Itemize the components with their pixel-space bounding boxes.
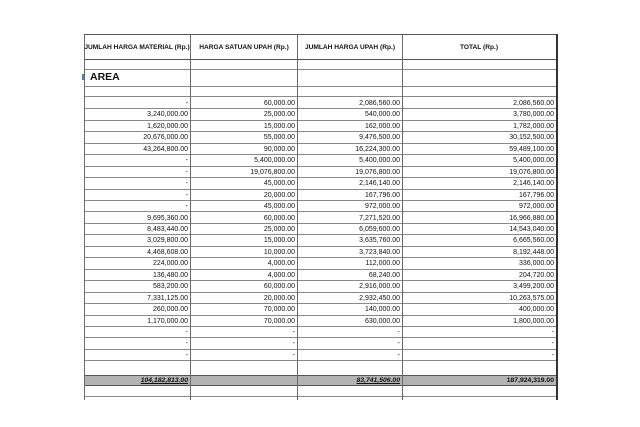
table-row [84,178,556,189]
cell-total: 2,146,140.00 [513,180,554,188]
cell-upah-satuan: 60,000.00 [263,100,295,107]
total-upah: 83,741,506.00 [356,377,400,384]
cell-total: 3,780,000.00 [513,111,554,119]
cell-upah-jumlah: - [397,340,400,348]
cell-total: 10,263,575.00 [509,294,554,302]
cell-upah-satuan: 60,000.00 [263,214,295,222]
cell-upah-jumlah: - [397,329,400,336]
cell-total: 400,000.00 [518,306,554,314]
cell-upah-jumlah: - [397,351,400,359]
cell-total: 14,543,040.00 [509,225,554,233]
cell-material: - [185,340,188,348]
cell-upah-jumlah: 3,723,840.00 [359,248,400,256]
table-row [84,258,556,269]
cell-material: 583,200.00 [152,283,188,291]
table-row [84,235,556,246]
cell-upah-satuan: - [292,340,295,348]
total-material: 104,182,813.00 [140,377,188,384]
table-row [84,121,556,132]
spacer-row [84,385,556,397]
cell-material: - [185,180,188,188]
cell-upah-satuan: 15,000.00 [263,237,295,245]
cell-material: - [185,168,188,176]
cell-material: 7,331,125.00 [147,294,188,302]
cell-total: 5,400,000.00 [513,157,554,165]
cell-material: - [185,157,188,165]
cell-upah-jumlah: 19,076,800.00 [355,168,400,176]
header-upah-jumlah: JUMLAH HARGA UPAH (Rp.) [304,43,396,51]
cell-total: 3,499,200.00 [513,283,554,291]
table-row [84,190,556,201]
cell-upah-satuan: 25,000.00 [263,225,295,233]
cell-upah-satuan: 25,000.00 [263,111,295,119]
cell-upah-jumlah: 3,635,760.00 [359,237,400,245]
cell-total: 204,720.00 [518,271,554,279]
table-row [84,316,556,327]
cell-total: 59,489,100.00 [509,145,554,153]
cell-upah-jumlah: 9,476,500.00 [359,134,400,142]
table-row [84,201,556,212]
cell-total: 16,966,880.00 [509,214,554,222]
cell-upah-satuan: 60,000.00 [263,283,295,291]
cell-upah-satuan: 20,000.00 [263,191,295,199]
table-row [84,327,556,338]
cell-upah-jumlah: 16,224,300.00 [355,145,400,153]
cell-material: - [185,191,188,199]
table-row [84,247,556,258]
table-row [84,293,556,304]
grid-line [84,34,85,400]
cell-upah-satuan: 45,000.00 [263,203,295,211]
cell-total: 6,665,560.00 [513,237,554,245]
cell-material: 43,264,800.00 [143,145,188,153]
cell-upah-jumlah: 167,796.00 [364,191,400,199]
table-row [84,304,556,315]
table-row [84,167,556,178]
table-row [84,338,556,349]
cell-total: 336,000.00 [518,260,554,268]
cell-material: 9,695,360.00 [147,214,188,222]
cell-material: 4,468,608.00 [147,248,188,256]
cell-material: 3,240,000.00 [147,111,188,119]
cell-total: 1,800,000.00 [513,317,554,325]
cell-upah-satuan: 70,000.00 [263,317,295,325]
cell-upah-satuan: - [292,351,295,359]
cell-upah-jumlah: 7,271,520.00 [359,214,400,222]
cell-upah-jumlah: 112,000.00 [365,260,400,268]
total-grand: 187,924,319.00 [506,377,554,384]
spacer-row [84,86,556,97]
cell-upah-jumlah: 68,240.00 [368,271,400,279]
cell-upah-satuan: 19,076,800.00 [250,168,295,176]
cell-total: - [551,329,554,336]
header-material: JUMLAH HARGA MATERIAL (Rp.) [84,43,190,51]
cell-material: 224,000.00 [152,260,188,268]
cell-upah-jumlah: 972,000.00 [364,203,400,211]
cell-material: 3,029,800.00 [147,237,188,245]
cell-upah-jumlah: 2,932,450.00 [359,294,400,302]
header-row [84,34,556,60]
cell-total: 2,086,560.00 [513,100,554,107]
table-row [84,132,556,143]
grid-line [556,34,558,400]
cell-upah-jumlah: 162,000.00 [364,122,400,130]
cell-upah-jumlah: 140,000.00 [364,306,400,314]
cell-upah-jumlah: 630,000.00 [364,317,400,325]
cell-upah-satuan: 15,000.00 [263,122,295,130]
cell-upah-jumlah: 540,000.00 [364,111,400,119]
grid-line [190,34,191,400]
table-row [84,213,556,224]
cell-upah-satuan: 4,000.00 [267,271,295,279]
cell-material: 260,000.00 [152,306,188,314]
spacer-row [84,60,556,70]
table-row [84,98,556,109]
cell-material: 1,170,000.00 [147,317,188,325]
cell-total: - [551,340,554,348]
cell-upah-satuan: 4,000.00 [267,260,295,268]
cell-material: - [185,329,188,336]
header-total: TOTAL (Rp.) [459,43,499,51]
cell-upah-satuan: 20,000.00 [263,294,295,302]
cell-upah-satuan: 70,000.00 [263,306,295,314]
cell-total: 1,782,000.00 [513,122,554,130]
cell-material: - [185,351,188,359]
cell-total: 30,152,500.00 [509,134,554,142]
cell-material: 136,480.00 [152,271,188,279]
table-row [84,144,556,155]
table-row [84,155,556,166]
section-title: AREA [90,71,120,83]
cell-total: 972,000.00 [518,203,554,211]
table-row [84,224,556,235]
cell-upah-satuan: - [292,329,295,336]
grid-line [402,34,403,400]
cell-material: - [185,100,188,107]
cell-upah-jumlah: 6,059,600.00 [359,225,400,233]
table-row [84,270,556,281]
cell-total: 8,192,448.00 [513,248,554,256]
cell-upah-satuan: 5,400,000.00 [254,157,295,165]
cell-upah-satuan: 45,000.00 [263,180,295,188]
cell-upah-jumlah: 2,916,000.00 [359,283,400,291]
cell-total: - [551,351,554,359]
cell-total: 19,076,800.00 [509,168,554,176]
section-header [84,70,556,87]
cell-material: 1,620,000.00 [147,122,188,130]
cell-upah-jumlah: 2,086,560.00 [359,100,400,107]
cell-upah-jumlah: 5,400,000.00 [359,157,400,165]
cell-upah-satuan: 90,000.00 [263,145,295,153]
cell-upah-jumlah: 2,146,140.00 [359,180,400,188]
cell-upah-satuan: 10,000.00 [263,248,295,256]
table-row [84,109,556,120]
cell-material: - [185,203,188,211]
grid-line [297,34,298,400]
table-row [84,350,556,361]
cell-total: 167,796.00 [518,191,554,199]
cell-upah-satuan: 55,000.00 [263,134,295,142]
cell-material: 8,483,440.00 [147,225,188,233]
header-upah-satuan: HARGA SATUAN UPAH (Rp.) [199,43,289,51]
table-row [84,281,556,292]
cell-material: 20,676,000.00 [143,134,188,142]
